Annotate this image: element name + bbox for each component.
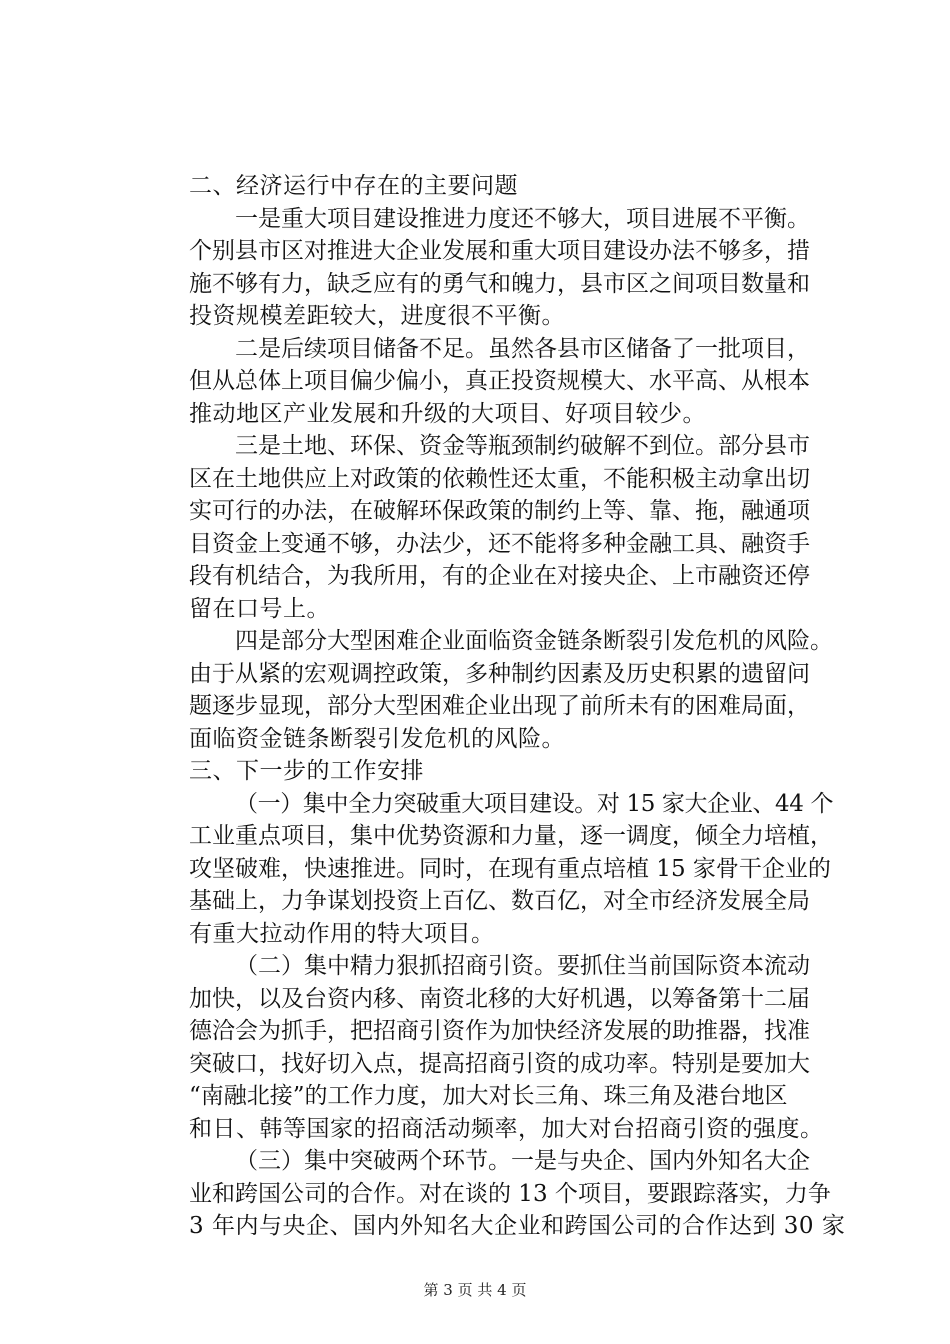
text-line: 有重大拉动作用的特大项目。 — [189, 920, 495, 947]
text-line: 攻坚破难，快速推进。同时，在现有重点培植 15 家骨干企业的 — [189, 855, 831, 882]
text-line: 段有机结合，为我所用，有的企业在对接央企、上市融资还停 — [189, 563, 810, 589]
problem-paragraph — [143, 430, 833, 625]
text-line: 四是部分大型困难企业面临资金链条断裂引发危机的风险。 — [235, 628, 833, 654]
text-line: 加快，以及台资内移、南资北移的大好机遇，以筹备第十二届 — [189, 985, 810, 1012]
text-line: 题逐步显现，部分大型困难企业出现了前所未有的困难局面， — [189, 693, 810, 719]
text-line: 突破口，找好切入点，提高招商引资的成功率。特别是要加大 — [189, 1050, 810, 1077]
text-line: 但从总体上项目偏少偏小，真正投资规模大、水平高、从根本 — [189, 368, 810, 394]
text-line: （二）集中精力狠抓招商引资。要抓住当前国际资本流动 — [235, 953, 810, 979]
text-line: 推动地区产业发展和升级的大项目、好项目较少。 — [189, 400, 706, 427]
text-line: 个别县市区对推进大企业发展和重大项目建设办法不够多，措 — [189, 238, 810, 264]
text-line: 投资规模差距较大，进度很不平衡。 — [189, 303, 565, 329]
text-line: 3 年内与央企、国内外知名大企业和跨国公司的合作达到 30 家 — [189, 1213, 846, 1239]
text-line: （一）集中全力突破重大项目建设。对 15 家大企业、44 个 — [235, 790, 834, 817]
text-line: 实可行的办法，在破解环保政策的制约上等、靠、拖，融通项 — [189, 498, 810, 524]
text-line: 业和跨国公司的合作。对在谈的 13 个项目，要跟踪落实，力争 — [189, 1180, 831, 1207]
section-heading-problems: 二、经济运行中存在的主要问题 — [189, 173, 518, 199]
text-line: 留在口号上。 — [189, 595, 330, 622]
problem-paragraph — [143, 333, 833, 431]
text-line: 和日、韩等国家的招商活动频率，加大对台招商引资的强度。 — [189, 1115, 824, 1142]
text-line: 一是重大项目建设推进力度还不够大，项目进展不平衡。 — [235, 205, 810, 232]
arrangement-paragraph — [143, 1145, 846, 1243]
problem-paragraph — [143, 203, 833, 333]
text-line: “南融北接”的工作力度，加大对长三角、珠三角及港台地区 — [189, 1083, 788, 1109]
text-line: 目资金上变通不够，办法少，还不能将多种金融工具、融资手 — [189, 530, 810, 557]
text-line: 基础上，力争谋划投资上百亿、数百亿，对全市经济发展全局 — [189, 888, 810, 914]
problems-section — [143, 203, 833, 756]
text-line: 施不够有力，缺乏应有的勇气和魄力，县市区之间项目数量和 — [189, 270, 810, 297]
text-line: 德洽会为抓手，把招商引资作为加快经济发展的助推器，找准 — [189, 1018, 810, 1044]
document-body — [143, 170, 846, 1243]
text-line: 三是土地、环保、资金等瓶颈制约破解不到位。部分县市 — [235, 433, 810, 459]
text-line: 工业重点项目，集中优势资源和力量，逐一调度，倾全力培植， — [189, 823, 833, 849]
page-footer: 第 3 页 共 4 页 — [423, 1281, 527, 1299]
text-line: 区在土地供应上对政策的依赖性还太重，不能积极主动拿出切 — [189, 465, 810, 492]
text-line: 面临资金链条断裂引发危机的风险。 — [189, 725, 565, 752]
text-line: 二是后续项目储备不足。虽然各县市区储备了一批项目， — [235, 335, 810, 362]
arrangement-paragraph — [143, 788, 833, 951]
arrangement-paragraph — [143, 950, 833, 1145]
problem-paragraph — [143, 625, 833, 755]
text-line: （三）集中突破两个环节。一是与央企、国内外知名大企 — [235, 1148, 810, 1174]
arrangements-section — [143, 788, 846, 1243]
text-line: 由于从紧的宏观调控政策，多种制约因素及历史积累的遗留问 — [189, 660, 810, 687]
section-heading-arrangements: 三、下一步的工作安排 — [189, 758, 424, 784]
